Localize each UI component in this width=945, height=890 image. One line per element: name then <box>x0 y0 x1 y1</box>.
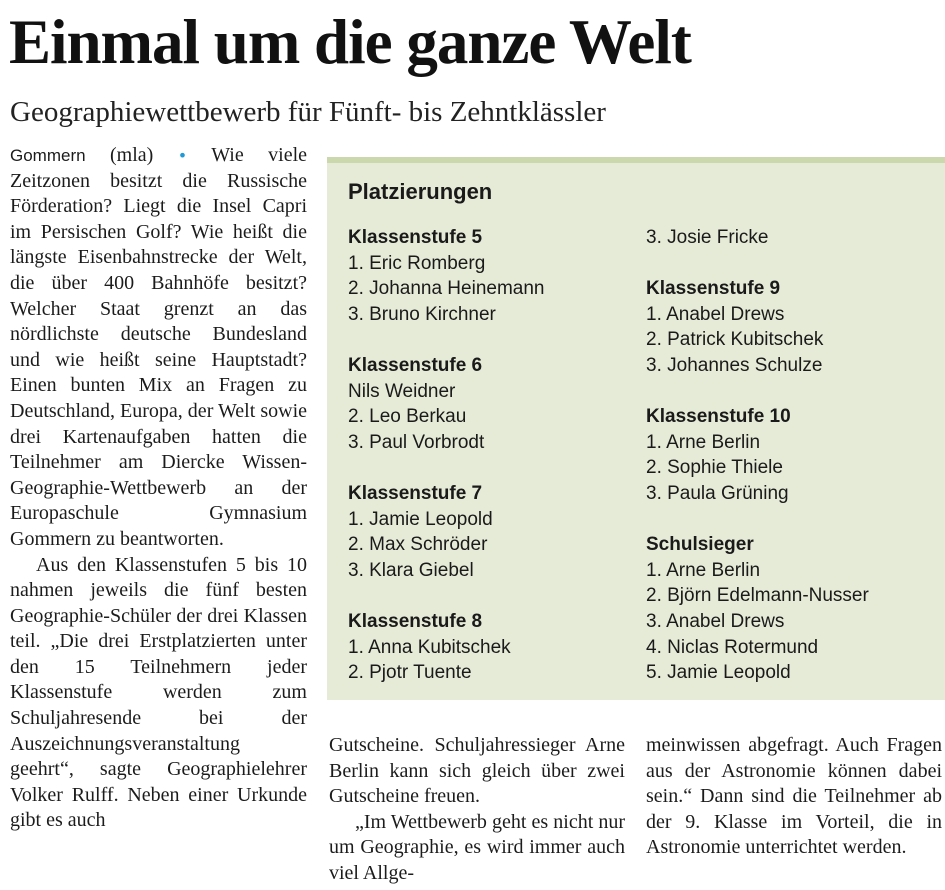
ranking-entry: 1. Anabel Drews <box>646 303 785 325</box>
ranking-group-8-continued <box>646 225 936 251</box>
ranking-entry: 3. Klara Giebel <box>348 559 474 581</box>
rankings-title: Platzierungen <box>348 179 493 204</box>
ranking-entry: Nils Weidner <box>348 380 456 402</box>
ranking-group-title: Klassenstufe 8 <box>348 610 483 632</box>
ranking-entry: 2. Johanna Heinemann <box>348 278 545 300</box>
subheadline: Geographiewettbewerb für Fünft- bis Zehntklässler <box>10 96 606 128</box>
paragraph-3: „Im Wettbewerb geht es nicht nur um Geographie, es wird immer auch viel Allge- <box>329 810 625 884</box>
ranking-entry: 2. Björn Edelmann-Nusser <box>646 585 869 607</box>
ranking-entry: 2. Pjotr Tuente <box>348 662 472 684</box>
ranking-group-title: Klassenstufe 6 <box>348 354 483 376</box>
ranking-entry: 3. Bruno Kirchner <box>348 303 496 325</box>
lede-text: Wie viele Zeitzonen besitzt die Russische Förderation? Liegt die Insel Capri im Persischen Golf? Wie heißt die längste Eisenbahnstrecke der Welt, die über 400 Bahnhöfe besitzt? Welcher Staat grenzt an das nördlichste deutsche Bundesland und wie heißt seine Hauptstadt? Einen bunten Mix an Fragen zu Deutschland, Europa, der Welt sowie drei Kartenaufgaben hatten die Teilnehmer am Diercke Wissen-Geographie-Wettbewerb an der Europaschule Gymnasium Gommern zu beantworten. <box>10 144 308 550</box>
ranking-entry: 1. Jamie Leopold <box>348 508 493 530</box>
article-column-right <box>646 733 942 861</box>
ranking-entry: 3. Paula Grüning <box>646 482 789 504</box>
ranking-group-title: Klassenstufe 10 <box>646 406 791 428</box>
article-column-left <box>10 143 307 834</box>
ranking-group-title: Klassenstufe 9 <box>646 278 781 300</box>
dateline: Gommern <box>10 146 86 165</box>
ranking-group-title: Klassenstufe 5 <box>348 227 483 248</box>
ranking-entry: 1. Anna Kubitschek <box>348 636 511 658</box>
ranking-group-5 <box>348 225 638 327</box>
ranking-entry: 3. Anabel Drews <box>646 610 785 632</box>
ranking-group-title: Klassenstufe 7 <box>348 482 483 504</box>
rankings-column-right <box>646 225 936 711</box>
ranking-entry: 5. Jamie Leopold <box>646 662 791 684</box>
ranking-entry: 1. Arne Berlin <box>646 559 761 581</box>
ranking-entry: 2. Patrick Kubitschek <box>646 329 824 351</box>
paragraph-3-continued: meinwissen abgefragt. Auch Fragen aus der Astronomie können dabei sein.“ Dann sind die Teilnehmer ab der 9. Klasse im Vorteil, die in Astronomie unterrichtet werden. <box>646 734 942 859</box>
article-column-middle <box>329 733 625 887</box>
ranking-group-title: Schulsieger <box>646 534 754 556</box>
bullet-icon: • <box>177 146 188 165</box>
ranking-group-8 <box>348 609 638 686</box>
ranking-entry: 2. Sophie Thiele <box>646 457 783 479</box>
ranking-entry: 3. Johannes Schulze <box>646 354 823 376</box>
lede-paragraph <box>10 143 307 553</box>
ranking-entry: 3. Josie Fricke <box>646 227 769 248</box>
ranking-entry: 1. Arne Berlin <box>646 431 761 453</box>
ranking-entry: 4. Niclas Rotermund <box>646 636 819 658</box>
ranking-entry: 2. Max Schröder <box>348 534 488 556</box>
rankings-box <box>327 157 945 700</box>
ranking-entry: 3. Paul Vorbrodt <box>348 431 485 453</box>
ranking-group-9 <box>646 276 936 378</box>
ranking-group-6 <box>348 353 638 455</box>
paragraph-2-continued: Gutscheine. Schuljahressieger Arne Berlin kann sich gleich über zwei Gutscheine freuen. <box>329 734 625 808</box>
author-tag: (mla) <box>110 144 154 166</box>
headline: Einmal um die ganze Welt <box>9 7 691 77</box>
ranking-entry: 1. Eric Romberg <box>348 252 486 274</box>
paragraph-2: Aus den Klassenstufen 5 bis 10 nahmen jeweils die fünf besten Geographie-Schüler der drei Klassen teil. „Die drei Erstplatzierten unter den 15 Teilnehmern jeder Klassenstufe werden zum Schuljahresende bei der Auszeichnungsveranstaltung geehrt“, sagte Geographielehrer Volker Rulff. Neben einer Urkunde gibt es auch <box>10 553 307 832</box>
ranking-group-10 <box>646 404 936 506</box>
rankings-column-left <box>348 225 638 711</box>
ranking-entry: 2. Leo Berkau <box>348 406 467 428</box>
ranking-group-7 <box>348 481 638 583</box>
ranking-group-school-winners <box>646 532 936 686</box>
